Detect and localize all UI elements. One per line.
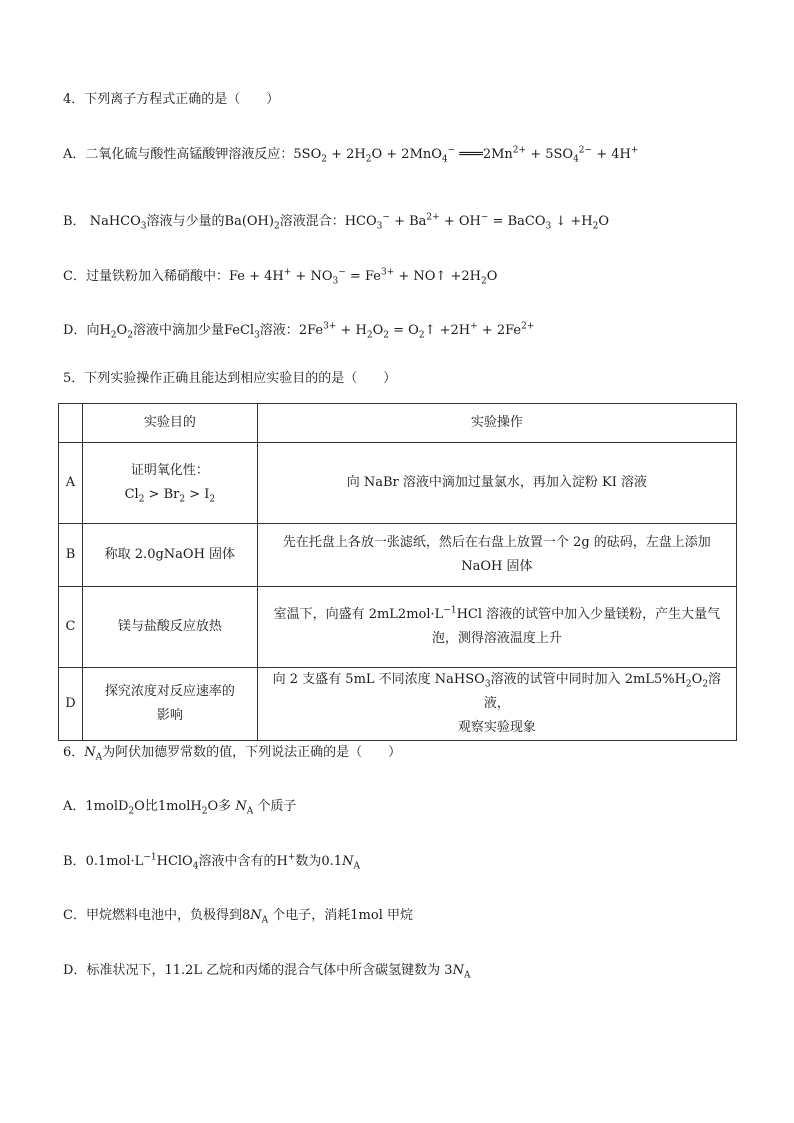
header-purpose: 实验目的 bbox=[82, 404, 257, 443]
table-row-b bbox=[59, 524, 737, 587]
row-operation: 先在托盘上各放一张滤纸，然后在右盘上放置一个 2g 的砝码，左盘上添加 NaOH 固体 bbox=[257, 524, 736, 587]
row-purpose: 镁与盐酸反应放热 bbox=[82, 587, 257, 668]
header-operation: 实验操作 bbox=[257, 404, 736, 443]
row-key: A bbox=[59, 443, 83, 524]
q4-stem: 4．下列离子方程式正确的是（ ） bbox=[63, 92, 280, 107]
q6-stem: 6．$N_A$为阿伏加德罗常数的值，下列说法正确的是（ ） bbox=[63, 745, 402, 763]
q4-option-b: B． NaHCO$_3$溶液与少量的$Ba(OH)_2$溶液混合：$HCO_3^- + Ba^{2+} + OH^-$ = BaCO$_3$ ↓ $+H_2O$ bbox=[63, 212, 610, 232]
header-key bbox=[59, 404, 83, 443]
q6-option-d: D．标准状况下，11.2L 乙烷和丙烯的混合气体中所含碳氢键数为 $3N_A$ bbox=[63, 963, 471, 981]
row-key: B bbox=[59, 524, 83, 587]
table-header-row bbox=[59, 404, 737, 443]
table-row-d bbox=[59, 668, 737, 741]
q6-option-c: C．甲烷燃料电池中，负极得到$8N_A$ 个电子，消耗1mol 甲烷 bbox=[63, 908, 414, 926]
row-operation: 向 2 支盛有 5mL 不同浓度 NaHSO$_3$溶液的试管中同时加入 $2mL5\%H_2O_2$溶液， 观察实验现象 bbox=[257, 668, 736, 741]
q6-option-a: A．1molD$_2$O比1molH$_2$O多 $N_A$ 个质子 bbox=[63, 799, 297, 817]
table-row-a bbox=[59, 443, 737, 524]
q4-option-c: C．过量铁粉加入稀硝酸中：$Fe + 4H^+ + NO_3^- = Fe^{3+}$ + NO↑ $+2H_2O$ bbox=[63, 267, 498, 287]
table-row-c bbox=[59, 587, 737, 668]
row-key: C bbox=[59, 587, 83, 668]
row-purpose: 探究浓度对反应速率的 影响 bbox=[82, 668, 257, 741]
q6-option-b: B．$0.1mol\cdot L^{-1}HClO_4$溶液中含有的H+数为$0.1N_A$ bbox=[63, 852, 360, 872]
row-operation: 室温下，向盛有 $2mL2mol\cdot L^{-1}HCl$ 溶液的试管中加入少量镁粉，产生大量气 泡，测得溶液温度上升 bbox=[257, 587, 736, 668]
q5-stem: 5．下列实验操作正确且能达到相应实验目的的是（ ） bbox=[63, 371, 397, 386]
experiment-table bbox=[58, 403, 737, 741]
row-operation: 向 NaBr 溶液中滴加过量氯水，再加入淀粉 KI 溶液 bbox=[257, 443, 736, 524]
row-purpose: 称取 2.0gNaOH 固体 bbox=[82, 524, 257, 587]
q4-option-a: A．二氧化硫与酸性高锰酸钾溶液反应：$5SO_2 + 2H_2O + 2MnO_4^-$ $═══2Mn^{2+} + 5SO_4^{2-} + 4H^+$ bbox=[63, 145, 639, 165]
q4-option-d: D．向$H_2O_2$溶液中滴加少量FeCl$_3$溶液：$2Fe^{3+} + H_2O_2$ = $O_2↑ +2H^+ + 2Fe^{2+}$ bbox=[63, 321, 535, 341]
row-purpose: 证明氧化性： $Cl_2 > Br_2 > I_2$ bbox=[82, 443, 257, 524]
row-key: D bbox=[59, 668, 83, 741]
